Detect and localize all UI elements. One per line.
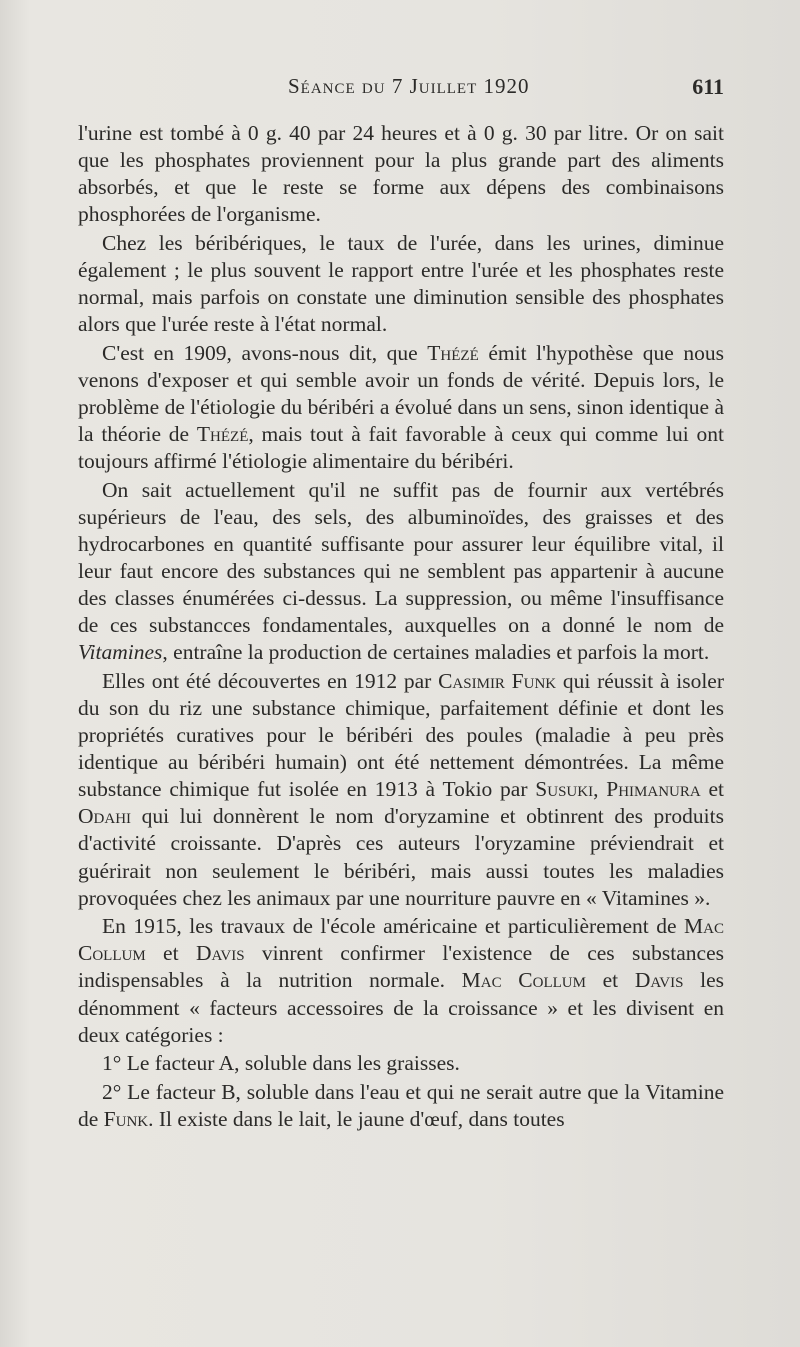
paragraph-4: [78, 477, 724, 667]
paragraph-7: 1° Le facteur A, soluble dans les graisses.: [102, 1051, 460, 1076]
paragraph-3-text: émit l'hypothèse que nous venons d'exposer et qui semble avoir un fonds de vérité. Depuis lors, le problème de l'étiologie du béribéri a évolué dans un sens, sinon identique à la théorie de: [78, 340, 724, 447]
paragraph-8: [78, 1079, 724, 1133]
author-name: Casimir Funk: [438, 668, 557, 693]
paragraph-2: Chez les béribériques, le taux de l'urée, dans les urines, diminue également ; le plus souvent le rapport entre l'urée et les phosphates reste normal, mais parfois on constate une diminution sensible des phosphates alors que l'urée reste à l'état normal.: [78, 230, 724, 337]
paragraph-6-text: les dénomment « facteurs accessoires de la croissance » et les divisent en deux catégories :: [78, 968, 724, 1047]
author-name: Mac Collum: [461, 968, 586, 993]
paragraph-4-text: On sait actuellement qu'il ne suffit pas de fournir aux vertébrés supérieurs de l'eau, des sels, des albuminoïdes, des graisses et des hydrocarbones en quantité suffisante pour assurer leur équilibre vital, il leur faut encore des substances qui ne semblent pas appartenir à aucune des classes énumérées ci-dessus. La suppression, ou même l'insuffisance de ces substancces fondamentales, auxquelles on a donné le nom de: [78, 477, 724, 638]
paragraph-3: [78, 340, 724, 475]
author-name: Davis: [195, 941, 245, 966]
paragraph-6-text: vinrent confirmer l'existence de ces substances indispensables à la nutrition normale.: [78, 941, 724, 993]
author-name: Funk: [103, 1106, 149, 1131]
paragraph-1: l'urine est tombé à 0 g. 40 par 24 heures et à 0 g. 30 par litre. Or on sait que les phosphates proviennent pour la plus grande part des aliments absorbés, et que le reste se forme aux dépens des combinaisons phosphorées de l'organisme.: [78, 121, 724, 227]
author-name: Susuki: [535, 777, 594, 802]
paragraph-8-text: . Il existe dans le lait, le jaune d'œuf, dans toutes: [148, 1106, 565, 1131]
paragraph-8-text: 2° Le facteur B, soluble dans l'eau et qui ne serait autre que la Vitamine de: [78, 1079, 724, 1131]
author-name: Davis: [634, 968, 684, 993]
paragraph-6-text: et: [145, 941, 196, 966]
body-text: [78, 120, 724, 1134]
paragraph-5-text: Elles ont été découvertes en 1912 par: [102, 668, 439, 693]
paragraph-5: [78, 668, 724, 912]
author-name: Thézé: [427, 340, 479, 365]
paragraph-5-text: qui lui donnèrent le nom d'oryzamine et obtinrent des produits d'activité croissante. D'après ces auteurs l'oryzamine préviendrait et guérirait non seulement le béribéri, mais aussi toutes les maladies provoquées chez les animaux par une nourriture pauvre en « Vitamines ».: [78, 804, 724, 910]
paragraph-6: [78, 913, 724, 1048]
author-name: Phimanura: [606, 777, 701, 802]
page-number: 611: [692, 74, 724, 99]
running-title: Séance du 7 Juillet 1920: [288, 74, 530, 98]
paragraph-6-text: et: [585, 968, 635, 993]
paragraph-5-text: et: [700, 777, 725, 802]
author-name: Thézé: [196, 422, 249, 447]
author-name: Mac Collum: [78, 914, 724, 966]
paragraph-5-text: qui réussit à isoler du son du riz une substance chimique, parfaitement définie et dont les propriétés curatives pour le béribéri des poules (maladie à peu près identique au béribéri humain) ont été nettement démontrées. La même substance chimique fut isolée en 1913 à Tokio par: [78, 668, 724, 802]
italic-term: Vitamines: [78, 640, 163, 665]
author-name: Odahi: [78, 804, 132, 829]
paragraph-4-text: , entraîne la production de certaines maladies et parfois la mort.: [162, 640, 710, 665]
paragraph-3-text: , mais tout à fait favorable à ceux qui comme lui ont toujours affirmé l'étiologie alimentaire du béribéri.: [78, 422, 724, 474]
paragraph-5-text: ,: [593, 777, 607, 802]
paragraph-6-text: En 1915, les travaux de l'école américaine et particulièrement de: [102, 914, 685, 939]
paragraph-3-text: C'est en 1909, avons-nous dit, que: [102, 340, 428, 365]
page-header: [78, 74, 724, 104]
